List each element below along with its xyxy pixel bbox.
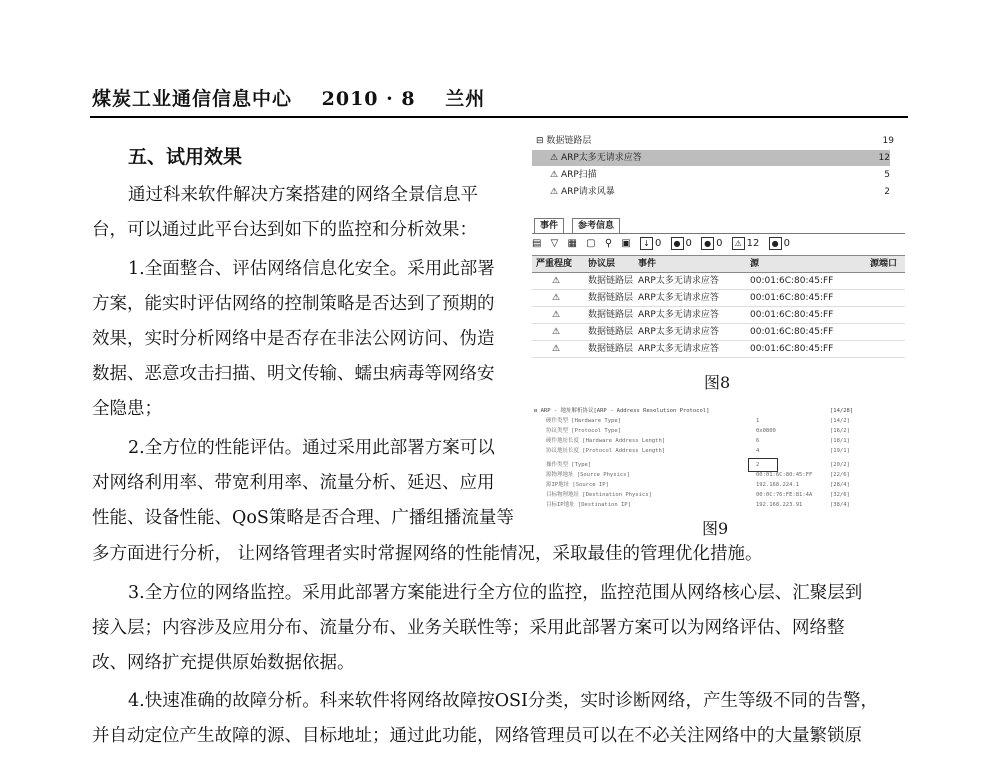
filter-icon[interactable]: ▤	[532, 238, 542, 249]
tab-strip	[532, 217, 905, 234]
collapse-icon: ⊟	[536, 136, 547, 146]
event-toolbar: ▤ ▽ ▦ ▢ ⚲ ▣ ↓ 0 ● 0 ● 0 ⚠ 12 ● 0	[532, 235, 905, 253]
header-city: 兰州	[445, 88, 486, 110]
error-level-icon[interactable]: ●	[769, 237, 782, 250]
warning-icon: ⚠	[552, 344, 561, 354]
tree-count: 12	[878, 153, 890, 163]
paragraph-line: 2.全方位的性能评估。通过采用此部署方案可以	[128, 438, 495, 458]
col-severity[interactable]: 严重程度	[536, 259, 573, 269]
table-row[interactable]: ⚠ 数据链路层 ARP太多无请求应答 00:01:6C:80:45:FF	[532, 307, 905, 324]
paragraph-line: 多方面进行分析， 让网络管理者实时常握网络的性能情况，采取最佳的管理优化措施。	[92, 544, 763, 564]
section-title: 五、试用效果	[128, 146, 243, 168]
warning-icon: ⚠	[550, 170, 561, 180]
paragraph-line: 3.全方位的网络监控。采用此部署方案能进行全方位的监控，监控范围从网络核心层、汇聚层到	[128, 583, 863, 603]
col-source[interactable]: 源	[750, 259, 760, 269]
tree-count: 19	[882, 136, 894, 146]
warning-icon: ⚠	[552, 310, 561, 320]
col-event[interactable]: 事件	[638, 259, 657, 269]
tab-reference[interactable]: 参考信息	[572, 218, 620, 233]
figure-8-caption: 图8	[704, 373, 731, 392]
table-row[interactable]: ⚠ 数据链路层 ARP太多无请求应答 00:01:6C:80:45:FF	[532, 290, 905, 307]
save-icon[interactable]: ▣	[621, 238, 631, 249]
figure-9-caption: 图9	[702, 519, 729, 538]
paragraph-line: 台，可以通过此平台达到如下的监控和分析效果：	[92, 220, 477, 240]
paragraph-line: 全隐患；	[92, 399, 162, 419]
warning-icon: ⚠	[552, 293, 561, 303]
paragraph-line: 4.快速准确的故障分析。科来软件将网络故障按OSI分类，实时诊断网络，产生等级不同的告警，	[128, 691, 878, 711]
figure-8	[532, 131, 905, 364]
info-level-icon[interactable]: ↓	[640, 237, 653, 250]
table-row[interactable]: ⚠ 数据链路层 ARP太多无请求应答 00:01:6C:80:45:FF	[532, 273, 905, 290]
paragraph-line: 通过科来软件解决方案搭建的网络全景信息平	[128, 185, 478, 205]
tree-node-arp-scan[interactable]: ⚠ ARP扫描 5	[532, 167, 890, 183]
warning-icon: ⚠	[552, 327, 561, 337]
tree-count: 2	[884, 187, 890, 197]
warning-icon: ⚠	[550, 153, 561, 163]
paragraph-line: 性能、设备性能、QoS策略是否合理、广播组播流量等	[92, 508, 514, 528]
paragraph-line: 数据、恶意攻击扫描、明文传输、蠕虫病毒等网络安	[92, 364, 495, 384]
tab-events[interactable]: 事件	[534, 218, 564, 233]
header-rule	[90, 116, 908, 118]
col-layer[interactable]: 协议层	[588, 259, 616, 269]
warning-icon: ⚠	[550, 187, 561, 197]
paragraph-line: 接入层；内容涉及应用分布、流量分布、业务关联性等；采用此部署方案可以为网络评估、网络整	[92, 618, 845, 638]
tree-count: 5	[884, 170, 890, 180]
diagnosis-tree	[532, 131, 905, 207]
warning-level-icon[interactable]: ⚠	[732, 237, 745, 250]
paragraph-line: 效果，实时分析网络中是否存在非法公网访问、伪造	[92, 329, 495, 349]
figure-9: ⊟ ARP - 地址解析协议[ARP - Address Resolution Protocol] [14/28] 硬件类型 [Hardware Type] 1 [14/2] 协议类型 [Protocol Type] 0x0800 [16/2] 硬件地址长度 [Hardware Address Length] 6 [18/1] 协议地址长度 [Protocol Address Length] 4 [19/1] 操作类型 [Type] 2 [20/2] 源物理地址 [Source Physics] 00:01:6C:80:45:FF [22/6] 源IP地址 [Source IP] 192.168.224.1 [28/4] 目标物理地址 [Destination Physics] 00:0C:76:FE:81:4A [32/6] 目标IP地址 [Destination IP] 192.168.223.91 [38/4]	[534, 408, 854, 508]
minor-level-icon[interactable]: ●	[701, 237, 714, 250]
tree-node-arp-storm[interactable]: ⚠ ARP请求风暴 2	[532, 184, 890, 200]
decode-header[interactable]: ⊟ ARP - 地址解析协议[ARP - Address Resolution Protocol] [14/28]	[534, 408, 854, 414]
funnel-icon[interactable]: ▽	[550, 238, 559, 249]
paragraph-line: 1.全面整合、评估网络信息化安全。采用此部署	[128, 259, 495, 279]
copy-icon[interactable]: ▢	[586, 238, 596, 249]
paragraph-line: 改、网络扩充提供原始数据依据。	[92, 653, 355, 673]
export-icon[interactable]: ▦	[567, 238, 577, 249]
table-header	[532, 256, 905, 273]
search-icon[interactable]: ⚲	[604, 238, 613, 249]
event-table	[532, 255, 905, 358]
paragraph-line: 对网络利用率、带宽利用率、流量分析、延迟、应用	[92, 473, 495, 493]
warning-icon: ⚠	[552, 276, 561, 286]
header-journal: 煤炭工业通信信息中心	[92, 88, 293, 110]
collapse-icon: ⊟	[534, 408, 541, 414]
tree-node-arp-no-reply[interactable]: ⚠ ARP太多无请求应答 12	[532, 150, 890, 166]
table-row[interactable]: ⚠ 数据链路层 ARP太多无请求应答 00:01:6C:80:45:FF	[532, 324, 905, 341]
table-row[interactable]: ⚠ 数据链路层 ARP太多无请求应答 00:01:6C:80:45:FF	[532, 341, 905, 358]
running-header	[92, 84, 507, 111]
notice-level-icon[interactable]: ●	[671, 237, 684, 250]
header-year: 2010 · 8	[321, 88, 416, 110]
tree-node-datalink[interactable]: ⊟ 数据链路层 19	[532, 133, 894, 149]
paragraph-line: 方案，能实时评估网络的控制策略是否达到了预期的	[92, 294, 495, 314]
paragraph-line: 并自动定位产生故障的源、目标地址；通过此功能，网络管理员可以在不必关注网络中的大量繁锁原	[92, 726, 862, 746]
highlight-box	[748, 458, 778, 472]
col-source-port[interactable]: 源端口	[870, 259, 898, 269]
